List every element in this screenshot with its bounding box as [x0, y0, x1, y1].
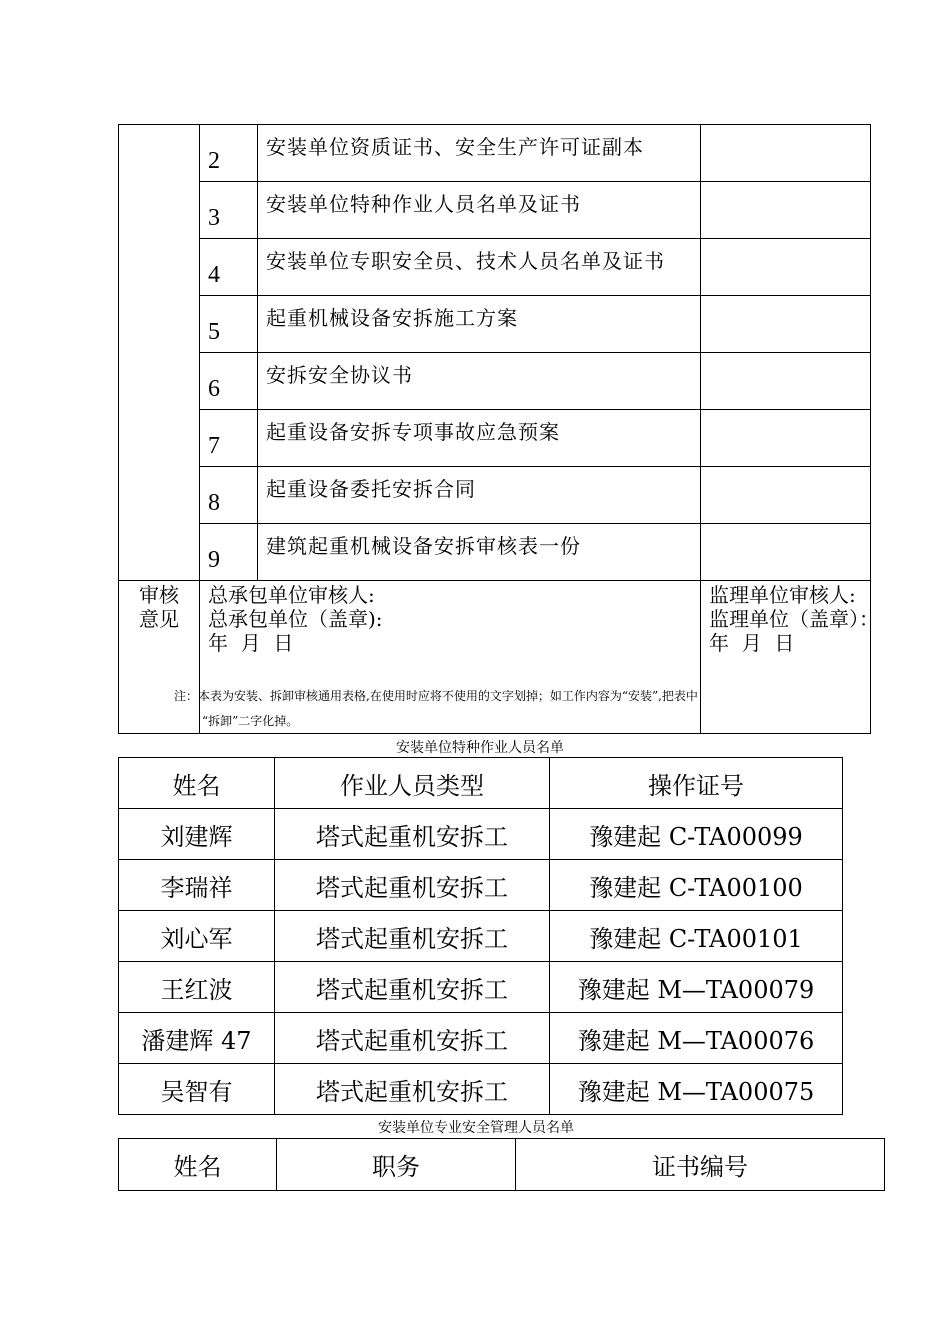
item-document: 安拆安全协议书 [258, 353, 701, 410]
checklist-row [119, 524, 871, 581]
certificate-cell: 豫建起 M—TA00075 [550, 1064, 843, 1115]
type-cell: 塔式起重机安拆工 [275, 911, 550, 962]
table-row [119, 860, 843, 911]
table-row [119, 962, 843, 1013]
item-document: 安装单位专职安全员、技术人员名单及证书 [258, 239, 701, 296]
item-document: 安装单位资质证书、安全生产许可证副本 [258, 125, 701, 182]
item-number: 3 [200, 182, 258, 239]
certificate-cell: 豫建起 M—TA00076 [550, 1013, 843, 1064]
table-note-line2: “拆卸”二字化掉。 [202, 714, 299, 728]
item-check-cell [701, 353, 871, 410]
name-cell: 刘建辉 [119, 809, 275, 860]
certificate-cell: 豫建起 C-TA00099 [550, 809, 843, 860]
gc-stamp-field: 总承包单位（盖章): [208, 607, 383, 631]
item-number: 2 [200, 125, 258, 182]
item-number: 4 [200, 239, 258, 296]
type-cell: 塔式起重机安拆工 [275, 962, 550, 1013]
column-header: 姓名 [119, 758, 275, 809]
review-label-line: 审核 [139, 583, 179, 607]
review-label-line: 意见 [139, 607, 179, 631]
checklist-row [119, 125, 871, 182]
item-number: 5 [200, 296, 258, 353]
type-cell: 塔式起重机安拆工 [275, 1064, 550, 1115]
certificate-cell: 豫建起 C-TA00100 [550, 860, 843, 911]
column-header: 作业人员类型 [275, 758, 550, 809]
type-cell: 塔式起重机安拆工 [275, 1013, 550, 1064]
name-cell: 潘建辉 47 [119, 1013, 275, 1064]
sv-reviewer-field: 监理单位审核人: [709, 583, 856, 607]
checklist-row [119, 296, 871, 353]
item-document: 起重设备安拆专项事故应急预案 [258, 410, 701, 467]
safety-staff-table [118, 1138, 885, 1191]
checklist-blank-cell [119, 125, 200, 581]
item-document: 起重设备委托安拆合同 [258, 467, 701, 524]
sv-stamp-field: 监理单位（盖章）： [709, 607, 879, 631]
item-check-cell [701, 182, 871, 239]
table-header-row [119, 758, 843, 809]
checklist-row [119, 239, 871, 296]
item-check-cell [701, 239, 871, 296]
checklist-row [119, 410, 871, 467]
name-cell: 刘心军 [119, 911, 275, 962]
checklist-row [119, 467, 871, 524]
review-row [119, 581, 871, 734]
general-contractor-review [200, 581, 701, 734]
column-header: 操作证号 [550, 758, 843, 809]
item-check-cell [701, 467, 871, 524]
document-checklist-table [118, 124, 879, 734]
column-header: 姓名 [119, 1139, 277, 1191]
item-number: 7 [200, 410, 258, 467]
special-ops-table [118, 757, 843, 1115]
name-cell: 吴智有 [119, 1064, 275, 1115]
safety-staff-caption: 安装单位专业安全管理人员名单 [378, 1120, 574, 1136]
item-check-cell [701, 125, 871, 182]
name-cell: 王红波 [119, 962, 275, 1013]
review-label [119, 581, 200, 734]
item-document: 安装单位特种作业人员名单及证书 [258, 182, 701, 239]
gc-reviewer-field: 总承包单位审核人: [208, 583, 375, 607]
item-document: 建筑起重机械设备安拆审核表一份 [258, 524, 701, 581]
table-row [119, 911, 843, 962]
item-document: 起重机械设备安拆施工方案 [258, 296, 701, 353]
special-ops-caption: 安装单位特种作业人员名单 [396, 740, 564, 756]
certificate-cell: 豫建起 C-TA00101 [550, 911, 843, 962]
certificate-cell: 豫建起 M—TA00079 [550, 962, 843, 1013]
item-number: 9 [200, 524, 258, 581]
table-header-row [119, 1139, 885, 1191]
item-number: 8 [200, 467, 258, 524]
item-number: 6 [200, 353, 258, 410]
checklist-row [119, 182, 871, 239]
item-check-cell [701, 410, 871, 467]
sv-date-field: 年 月 日 [709, 631, 795, 655]
table-row [119, 809, 843, 860]
table-row [119, 1013, 843, 1064]
item-check-cell [701, 524, 871, 581]
name-cell: 李瑞祥 [119, 860, 275, 911]
column-header: 证书编号 [516, 1139, 885, 1191]
checklist-row [119, 353, 871, 410]
supervisor-review [701, 581, 879, 734]
item-check-cell [701, 296, 871, 353]
table-note-line1: 注：本表为安装、拆卸审核通用表格,在使用时应将不使用的文字划掉；如工作内容为“安装”,把表中 [174, 689, 698, 703]
gc-date-field: 年 月 日 [208, 631, 294, 655]
column-header: 职务 [277, 1139, 516, 1191]
table-row [119, 1064, 843, 1115]
type-cell: 塔式起重机安拆工 [275, 809, 550, 860]
type-cell: 塔式起重机安拆工 [275, 860, 550, 911]
